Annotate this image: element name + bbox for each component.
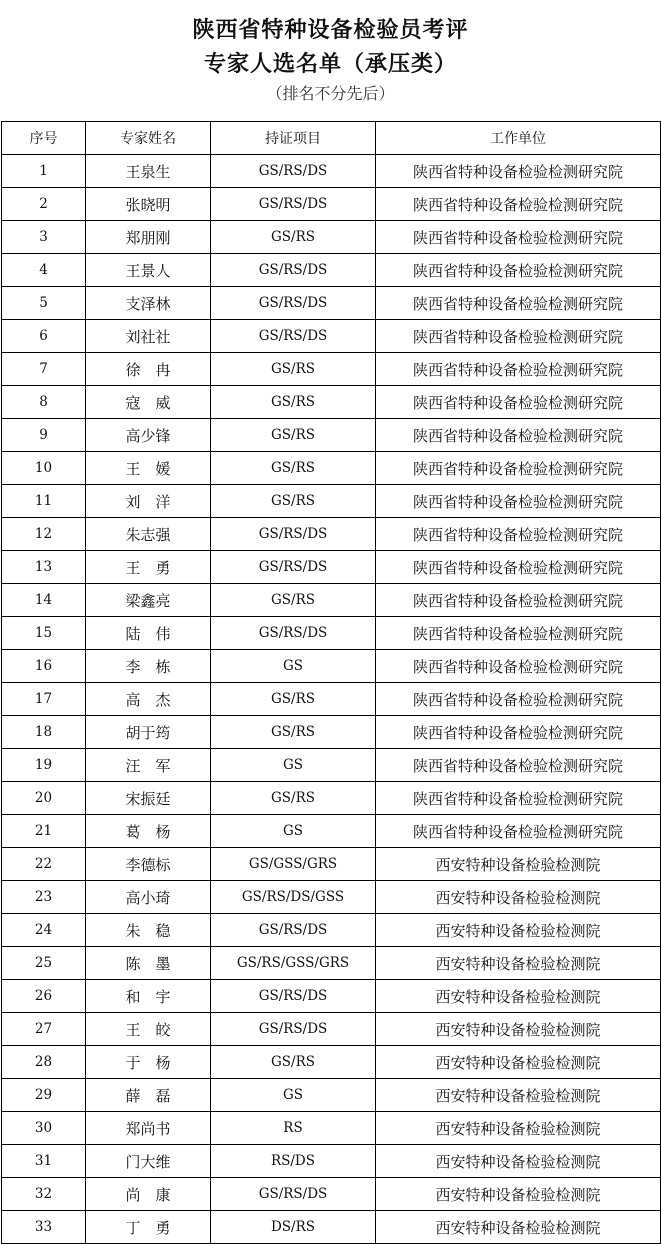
table-row: [2, 716, 661, 749]
cell-certification: GS/RS/DS: [211, 287, 376, 320]
cell-name: 郑尚书: [86, 1112, 211, 1145]
cell-certification: RS/DS: [211, 1145, 376, 1178]
cell-employer: 陕西省特种设备检验检测研究院: [376, 551, 661, 584]
header-employer: 工作单位: [376, 122, 661, 155]
cell-certification: GS/RS/DS: [211, 980, 376, 1013]
cell-employer: 陕西省特种设备检验检测研究院: [376, 617, 661, 650]
cell-index: 30: [2, 1112, 86, 1145]
cell-index: 32: [2, 1178, 86, 1211]
table-row: [2, 650, 661, 683]
ranking-note: （排名不分先后）: [266, 84, 395, 103]
cell-index: 12: [2, 518, 86, 551]
cell-certification: GS: [211, 1079, 376, 1112]
cell-certification: GS/RS: [211, 419, 376, 452]
cell-index: 23: [2, 881, 86, 914]
table-row: [2, 617, 661, 650]
cell-name: 徐 冉: [86, 353, 211, 386]
cell-name: 于 杨: [86, 1046, 211, 1079]
cell-name: 刘社社: [86, 320, 211, 353]
cell-index: 11: [2, 485, 86, 518]
cell-name: 李 栋: [86, 650, 211, 683]
cell-certification: GS/RS/DS: [211, 551, 376, 584]
cell-certification: GS/RS/DS: [211, 1178, 376, 1211]
cell-name: 王 勇: [86, 551, 211, 584]
cell-index: 26: [2, 980, 86, 1013]
table-row: [2, 386, 661, 419]
table-row: [2, 221, 661, 254]
cell-name: 陈 墨: [86, 947, 211, 980]
table-row: [2, 683, 661, 716]
cell-name: 梁鑫亮: [86, 584, 211, 617]
cell-name: 高 杰: [86, 683, 211, 716]
cell-index: 31: [2, 1145, 86, 1178]
cell-certification: GS/RS: [211, 1046, 376, 1079]
cell-certification: GS/RS: [211, 353, 376, 386]
table-row: [2, 485, 661, 518]
cell-employer: 陕西省特种设备检验检测研究院: [376, 320, 661, 353]
cell-certification: GS/RS: [211, 584, 376, 617]
cell-employer: 西安特种设备检验检测院: [376, 1178, 661, 1211]
cell-name: 朱志强: [86, 518, 211, 551]
table-row: [2, 551, 661, 584]
cell-name: 郑朋刚: [86, 221, 211, 254]
table-row: [2, 155, 661, 188]
cell-certification: GS/RS: [211, 485, 376, 518]
cell-certification: GS/RS: [211, 221, 376, 254]
cell-index: 18: [2, 716, 86, 749]
table-row: [2, 1046, 661, 1079]
table-row: [2, 1112, 661, 1145]
table-row: [2, 1079, 661, 1112]
expert-table: [1, 121, 661, 1244]
cell-certification: RS: [211, 1112, 376, 1145]
table-row: [2, 188, 661, 221]
cell-certification: GS/RS/DS/GSS: [211, 881, 376, 914]
cell-employer: 陕西省特种设备检验检测研究院: [376, 287, 661, 320]
table-row: [2, 254, 661, 287]
cell-certification: GS/RS: [211, 716, 376, 749]
cell-index: 4: [2, 254, 86, 287]
cell-name: 门大维: [86, 1145, 211, 1178]
cell-name: 尚 康: [86, 1178, 211, 1211]
cell-index: 19: [2, 749, 86, 782]
table-row: [2, 848, 661, 881]
cell-name: 寇 威: [86, 386, 211, 419]
cell-employer: 陕西省特种设备检验检测研究院: [376, 683, 661, 716]
cell-certification: GS: [211, 749, 376, 782]
cell-certification: DS/RS: [211, 1211, 376, 1244]
cell-name: 丁 勇: [86, 1211, 211, 1244]
cell-employer: 西安特种设备检验检测院: [376, 1046, 661, 1079]
table-row: [2, 584, 661, 617]
cell-certification: GS/RS/DS: [211, 188, 376, 221]
cell-name: 陆 伟: [86, 617, 211, 650]
cell-name: 刘 洋: [86, 485, 211, 518]
cell-name: 胡于筠: [86, 716, 211, 749]
cell-index: 24: [2, 914, 86, 947]
cell-certification: GS: [211, 650, 376, 683]
cell-index: 16: [2, 650, 86, 683]
table-row: [2, 782, 661, 815]
cell-name: 李德标: [86, 848, 211, 881]
cell-certification: GS/RS: [211, 452, 376, 485]
cell-employer: 西安特种设备检验检测院: [376, 1211, 661, 1244]
table-row: [2, 914, 661, 947]
cell-employer: 陕西省特种设备检验检测研究院: [376, 584, 661, 617]
cell-index: 20: [2, 782, 86, 815]
table-row: [2, 320, 661, 353]
cell-index: 2: [2, 188, 86, 221]
table-row: [2, 749, 661, 782]
cell-certification: GS/RS/GSS/GRS: [211, 947, 376, 980]
cell-index: 21: [2, 815, 86, 848]
cell-certification: GS/RS: [211, 782, 376, 815]
cell-employer: 陕西省特种设备检验检测研究院: [376, 782, 661, 815]
cell-name: 高小琦: [86, 881, 211, 914]
table-row: [2, 353, 661, 386]
table-row: [2, 287, 661, 320]
cell-name: 支泽林: [86, 287, 211, 320]
cell-certification: GS/RS/DS: [211, 155, 376, 188]
cell-certification: GS/RS/DS: [211, 518, 376, 551]
cell-employer: 陕西省特种设备检验检测研究院: [376, 749, 661, 782]
table-row: [2, 1211, 661, 1244]
cell-employer: 陕西省特种设备检验检测研究院: [376, 353, 661, 386]
cell-employer: 西安特种设备检验检测院: [376, 1112, 661, 1145]
cell-certification: GS/RS/DS: [211, 617, 376, 650]
cell-employer: 西安特种设备检验检测院: [376, 1079, 661, 1112]
header-name: 专家姓名: [86, 122, 211, 155]
cell-name: 王 皎: [86, 1013, 211, 1046]
cell-certification: GS/RS/DS: [211, 320, 376, 353]
cell-index: 6: [2, 320, 86, 353]
cell-employer: 陕西省特种设备检验检测研究院: [376, 485, 661, 518]
cell-name: 葛 杨: [86, 815, 211, 848]
cell-certification: GS/RS/DS: [211, 254, 376, 287]
table-row: [2, 1178, 661, 1211]
cell-employer: 西安特种设备检验检测院: [376, 1145, 661, 1178]
cell-employer: 西安特种设备检验检测院: [376, 881, 661, 914]
table-header-row: [2, 122, 661, 155]
cell-employer: 陕西省特种设备检验检测研究院: [376, 452, 661, 485]
cell-employer: 陕西省特种设备检验检测研究院: [376, 188, 661, 221]
cell-employer: 陕西省特种设备检验检测研究院: [376, 716, 661, 749]
table-row: [2, 1013, 661, 1046]
cell-employer: 陕西省特种设备检验检测研究院: [376, 650, 661, 683]
cell-index: 22: [2, 848, 86, 881]
cell-index: 9: [2, 419, 86, 452]
cell-name: 朱 稳: [86, 914, 211, 947]
cell-employer: 陕西省特种设备检验检测研究院: [376, 815, 661, 848]
document-subtitle-title: 专家人选名单（承压类）: [203, 52, 457, 77]
cell-name: 宋振廷: [86, 782, 211, 815]
cell-certification: GS/RS: [211, 386, 376, 419]
cell-name: 汪 军: [86, 749, 211, 782]
cell-name: 王 媛: [86, 452, 211, 485]
cell-index: 5: [2, 287, 86, 320]
table-row: [2, 947, 661, 980]
cell-employer: 西安特种设备检验检测院: [376, 947, 661, 980]
table-row: [2, 815, 661, 848]
cell-index: 27: [2, 1013, 86, 1046]
cell-employer: 陕西省特种设备检验检测研究院: [376, 419, 661, 452]
cell-certification: GS/RS/DS: [211, 914, 376, 947]
cell-employer: 西安特种设备检验检测院: [376, 848, 661, 881]
cell-employer: 陕西省特种设备检验检测研究院: [376, 386, 661, 419]
table-row: [2, 881, 661, 914]
cell-employer: 陕西省特种设备检验检测研究院: [376, 221, 661, 254]
cell-employer: 西安特种设备检验检测院: [376, 980, 661, 1013]
cell-index: 13: [2, 551, 86, 584]
cell-name: 王泉生: [86, 155, 211, 188]
cell-employer: 陕西省特种设备检验检测研究院: [376, 254, 661, 287]
cell-index: 17: [2, 683, 86, 716]
cell-employer: 西安特种设备检验检测院: [376, 914, 661, 947]
table-row: [2, 419, 661, 452]
table-row: [2, 518, 661, 551]
cell-index: 14: [2, 584, 86, 617]
header-index: 序号: [2, 122, 86, 155]
cell-employer: 陕西省特种设备检验检测研究院: [376, 155, 661, 188]
cell-name: 高少锋: [86, 419, 211, 452]
cell-employer: 陕西省特种设备检验检测研究院: [376, 518, 661, 551]
cell-certification: GS/RS: [211, 683, 376, 716]
cell-index: 8: [2, 386, 86, 419]
table-row: [2, 980, 661, 1013]
cell-index: 28: [2, 1046, 86, 1079]
cell-index: 1: [2, 155, 86, 188]
cell-employer: 西安特种设备检验检测院: [376, 1013, 661, 1046]
cell-index: 15: [2, 617, 86, 650]
cell-index: 25: [2, 947, 86, 980]
cell-name: 和 宇: [86, 980, 211, 1013]
header-certification: 持证项目: [211, 122, 376, 155]
cell-name: 薛 磊: [86, 1079, 211, 1112]
table-body: [2, 155, 661, 1244]
cell-name: 张晓明: [86, 188, 211, 221]
cell-certification: GS/RS/DS: [211, 1013, 376, 1046]
cell-certification: GS: [211, 815, 376, 848]
table-row: [2, 1145, 661, 1178]
cell-index: 7: [2, 353, 86, 386]
cell-index: 3: [2, 221, 86, 254]
document-title: 陕西省特种设备检验员考评: [192, 18, 469, 43]
cell-index: 33: [2, 1211, 86, 1244]
cell-index: 10: [2, 452, 86, 485]
cell-certification: GS/GSS/GRS: [211, 848, 376, 881]
cell-index: 29: [2, 1079, 86, 1112]
table-row: [2, 452, 661, 485]
cell-name: 王景人: [86, 254, 211, 287]
